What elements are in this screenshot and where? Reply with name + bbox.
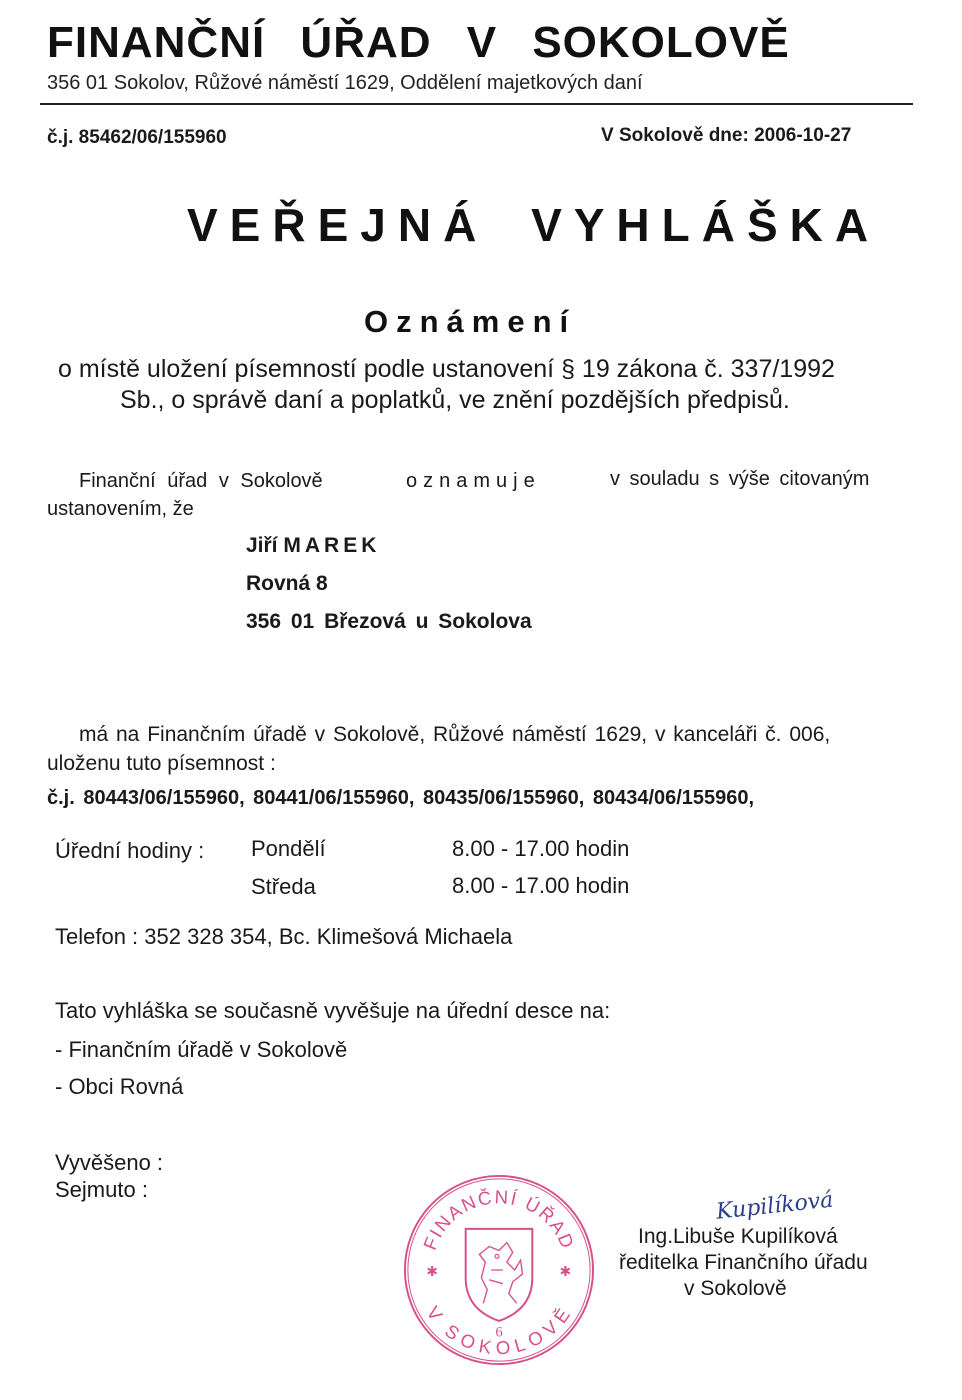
purpose-line-2: Sb., o správě daní a poplatků, ve znění pozdějších předpisů. [120, 386, 790, 414]
office-hours-time: 8.00 - 17.00 hodin [452, 836, 630, 861]
recipient-first-name: Jiří [246, 534, 278, 557]
office-hours-label: Úřední hodiny : [55, 838, 205, 863]
stamp-top-text: FINANČNÍ ÚŘAD [418, 1186, 580, 1253]
stamp-star-icon: ✱ [559, 1263, 572, 1280]
office-address: 356 01 Sokolov, Růžové náměstí 1629, Oddělení majetkových daní [47, 72, 643, 94]
removed-label: Sejmuto : [55, 1177, 148, 1202]
deposit-line-1: má na Finančním úřadě v Sokolově, Růžové náměstí 1629, v kanceláři č. 006, [79, 723, 831, 746]
issue-date: V Sokolově dne: 2006-10-27 [601, 125, 852, 146]
contact-phone: Telefon : 352 328 354, Bc. Klimešová Michaela [55, 924, 513, 949]
intro-verb: oznamuje [406, 470, 541, 492]
deposit-line-2: uloženu tuto písemnost : [47, 752, 276, 775]
stamp-star-icon: ✱ [426, 1263, 438, 1280]
recipient-street: Rovná 8 [246, 572, 328, 595]
signer-title: ředitelka Finančního úřadu [619, 1251, 868, 1274]
header-divider [40, 103, 913, 105]
stamp-number: 6 [495, 1324, 503, 1341]
document-title: VEŘEJNÁ VYHLÁŠKA [187, 199, 881, 251]
document-numbers: č.j. 80443/06/155960, 80441/06/155960, 80435/06/155960, 80434/06/155960, [47, 787, 755, 809]
signature [712, 1182, 835, 1226]
official-stamp [398, 1172, 600, 1368]
stamp-bottom-text: V SOKOLOVĚ [422, 1302, 576, 1359]
coat-of-arms-icon [466, 1229, 533, 1321]
document-subtitle: Oznámení [364, 304, 577, 339]
signer-name: Ing.Libuše Kupilíková [638, 1225, 838, 1248]
signer-office: v Sokolově [684, 1277, 787, 1300]
intro-office: Finanční úřad v Sokolově [79, 470, 323, 492]
recipient-city: 356 01 Březová u Sokolova [246, 610, 532, 633]
office-hours-day: Pondělí [251, 836, 326, 861]
svg-text:FINANČNÍ ÚŘAD [419, 1186, 579, 1253]
signature-text: Kupilíková [714, 1187, 835, 1225]
posted-label: Vyvěšeno : [55, 1150, 164, 1175]
intro-continuation: v souladu s výše citovaným [610, 468, 870, 490]
posting-place: - Obci Rovná [55, 1074, 184, 1099]
posting-place: - Finančním úřadě v Sokolově [55, 1037, 348, 1062]
reference-number: č.j. 85462/06/155960 [47, 127, 227, 148]
office-hours-time: 8.00 - 17.00 hodin [452, 873, 630, 898]
intro-ending: ustanovením, že [47, 498, 194, 520]
office-name: FINANČNÍ ÚŘAD V SOKOLOVĚ [47, 18, 790, 67]
office-hours-day: Středa [251, 874, 316, 899]
purpose-line-1: o místě uložení písemností podle ustanovení § 19 zákona č. 337/1992 [58, 355, 835, 383]
recipient-surname: MAREK [283, 534, 381, 557]
recipient-name [246, 534, 380, 558]
posting-intro: Tato vyhláška se současně vyvěšuje na úřední desce na: [55, 998, 611, 1023]
